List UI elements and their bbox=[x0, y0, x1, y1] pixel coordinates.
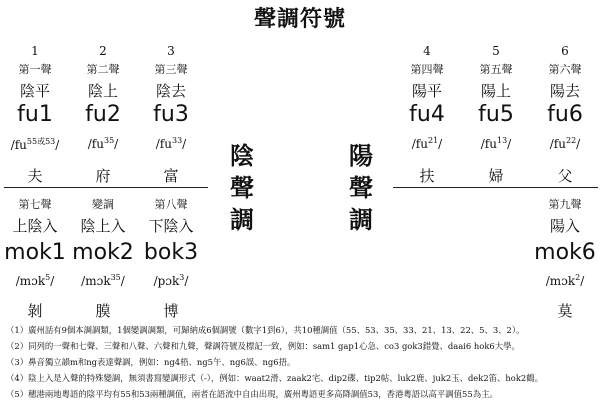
tone-example-char: 扶 bbox=[419, 167, 435, 185]
entering-column-variant bbox=[69, 0, 137, 320]
tone-example-char: 莫 bbox=[557, 302, 573, 320]
page-title: 聲調符號 bbox=[253, 6, 346, 32]
tone-name: 上陰入 bbox=[12, 217, 58, 235]
tone-name: 陽平 bbox=[411, 82, 442, 100]
tone-romanization: fu6 bbox=[547, 102, 583, 127]
note-line: （2）同列的一聲和七聲、三聲和八聲、六聲和九聲，聲調符號及標記一致，例如：sam1 gap1心急、co3 gok3錯覺、daai6 hok6大學。 bbox=[6, 341, 520, 351]
tone-ipa: /mɔk$^5$/ bbox=[15, 273, 55, 288]
tone-name: 陽入 bbox=[549, 217, 580, 235]
tone-example-char: 夫 bbox=[27, 167, 43, 185]
note-line: （5）穗港兩地粵語的陰平均有55和53兩種調值，兩者在語流中自由出現，廣州粵語更多高降調值53，香港粵語以高平調值55為主。 bbox=[6, 389, 498, 399]
tone-romanization: fu1 bbox=[17, 102, 53, 127]
note-line: （1）廣州話有9個本調調類，1個變調調類，可歸納成6個調號（數字1到6），共10種調值（55、53、35、33、21、13、22、5、3、2）。 bbox=[6, 325, 525, 335]
tone-ipa: $/fu^{35}/$ bbox=[87, 136, 119, 151]
tone-example-char: 婦 bbox=[488, 167, 504, 185]
tone-ordinal: 第八聲 bbox=[154, 198, 188, 211]
entering-column-7 bbox=[1, 0, 69, 320]
tone-ipa: /pɔk$^3$/ bbox=[153, 273, 189, 288]
tone-name: 陰去 bbox=[155, 82, 186, 100]
tone-number: 1 bbox=[31, 44, 39, 58]
tone-number: 6 bbox=[561, 44, 569, 58]
tone-ordinal: 第九聲 bbox=[548, 198, 582, 211]
tone-ordinal: 變調 bbox=[92, 198, 114, 211]
tone-number: 4 bbox=[423, 44, 431, 58]
tone-ordinal: 第六聲 bbox=[548, 63, 582, 76]
tone-romanization: fu4 bbox=[409, 102, 445, 127]
tone-ordinal: 第四聲 bbox=[410, 63, 444, 76]
tone-example-char: 博 bbox=[163, 302, 179, 320]
tone-romanization: fu5 bbox=[478, 102, 514, 127]
entering-column-8 bbox=[137, 0, 205, 320]
tone-name: 陽去 bbox=[549, 82, 580, 100]
tone-example-char: 父 bbox=[557, 167, 573, 185]
tone-romanization: mok2 bbox=[72, 240, 134, 265]
tone-column-4 bbox=[393, 0, 461, 320]
tone-name: 陽上 bbox=[480, 82, 511, 100]
tone-name: 陰上 bbox=[87, 82, 118, 100]
tone-name: 陰上入 bbox=[80, 217, 126, 235]
tone-column-5 bbox=[462, 0, 530, 320]
tone-ordinal: 第一聲 bbox=[18, 63, 52, 76]
tone-romanization: mok1 bbox=[4, 240, 66, 265]
note-line: （3）鼻音獨立韻m和ng表達聲調，例如：ng4梧、ng5午、ng6誤、ng6捂。 bbox=[6, 357, 296, 367]
tone-number: 5 bbox=[492, 44, 500, 58]
tone-number: 2 bbox=[99, 44, 107, 58]
tone-ipa: /mɔk$^2$/ bbox=[545, 273, 585, 288]
tone-ipa: $/fu^{13}/$ bbox=[480, 136, 512, 151]
tone-romanization: bok3 bbox=[143, 240, 199, 265]
tone-ipa: /mɔk$^{35}$/ bbox=[81, 273, 125, 288]
tone-ipa: $/fu^{33}/$ bbox=[155, 136, 187, 151]
tone-number: 3 bbox=[167, 44, 175, 58]
note-line: （4）陰上入是入聲的特殊變調，無須書寫變調形式（-），例如：waat2滑、zaak2宅、dip2碟、tip2帖、luk2鹿、juk2玉、dek2笛、hok2鶴。 bbox=[6, 373, 544, 383]
tone-example-char: 富 bbox=[163, 167, 179, 185]
tone-name: 下陰入 bbox=[148, 217, 194, 235]
tone-ordinal: 第五聲 bbox=[479, 63, 513, 76]
tone-example-char: 剝 bbox=[27, 302, 43, 320]
tone-ordinal: 第七聲 bbox=[18, 198, 52, 211]
tone-ipa: $/fu^{55或53}/$ bbox=[10, 137, 60, 152]
notes-section bbox=[6, 322, 596, 402]
tone-ordinal: 第三聲 bbox=[154, 63, 188, 76]
entering-column-9 bbox=[531, 0, 599, 320]
tone-ordinal: 第二聲 bbox=[86, 63, 120, 76]
tone-ipa: $/fu^{21}/$ bbox=[411, 136, 443, 151]
tone-example-char: 膜 bbox=[95, 302, 111, 320]
tone-romanization: fu3 bbox=[153, 102, 189, 127]
tone-example-char: 府 bbox=[95, 167, 111, 185]
tone-ipa: $/fu^{22}/$ bbox=[549, 136, 581, 151]
tone-romanization: fu2 bbox=[85, 102, 121, 127]
yang-tone-label: 陽 聲 調 bbox=[349, 141, 373, 234]
yin-tone-label: 陰 聲 調 bbox=[230, 141, 254, 234]
tone-romanization: mok6 bbox=[534, 240, 596, 265]
tone-name: 陰平 bbox=[19, 82, 50, 100]
